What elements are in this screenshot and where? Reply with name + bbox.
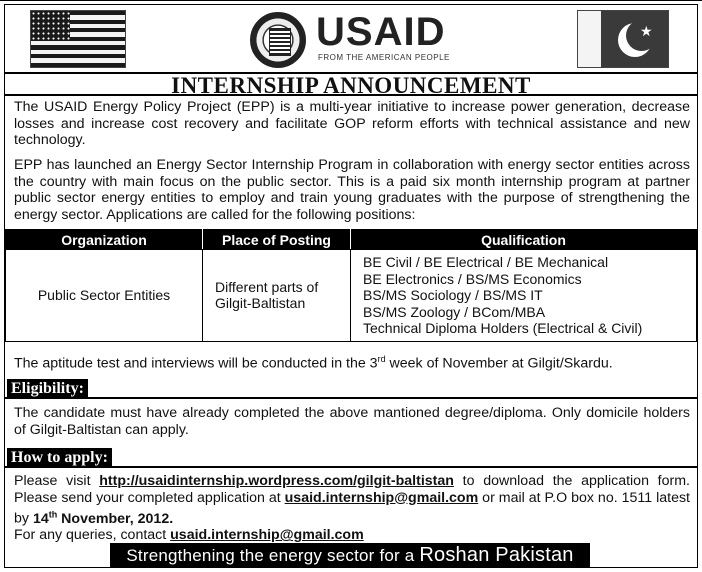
qualification-item: BS/MS Sociology / BS/MS IT [363, 287, 543, 304]
cell-qualification [351, 250, 697, 342]
intro-paragraph-2: EPP has launched an Energy Sector Internship Program in collaboration with energy sector entities across the country with main focus on the public sector. This is a paid six month internship program at partner public sector energy entities to employ and train young graduates with the purpose of strengthening the energy sector. Applications are called for the following positions: [14, 157, 690, 223]
table-header-row [6, 230, 697, 250]
usaid-logo [250, 10, 450, 70]
positions-table [5, 229, 697, 342]
qualification-item: BS/MS Zoology / BCom/MBA [363, 303, 546, 320]
header-organization: Organization [6, 230, 203, 250]
page-title: INTERNSHIP ANNOUNCEMENT [171, 73, 531, 98]
usaid-wordmark: USAID [316, 10, 446, 54]
contact-email-link[interactable]: usaid.internship@gmail.com [170, 527, 364, 544]
qualification-item: Technical Diploma Holders (Electrical & Civil) [363, 320, 643, 337]
title-bar [5, 72, 697, 96]
cell-organization: Public Sector Entities [6, 250, 203, 342]
deadline: 14th November, 2012. [32, 509, 174, 527]
usaid-seal-icon [250, 12, 306, 68]
pakistan-flag-icon: ★ [577, 10, 669, 68]
application-email-link[interactable]: usaid.internship@gmail.com [284, 489, 479, 506]
header-place-of-posting: Place of Posting [203, 230, 351, 250]
qualification-item: BE Electronics / BS/MS Economics [363, 270, 582, 287]
usaid-tagline: FROM THE AMERICAN PEOPLE [318, 53, 450, 62]
eligibility-heading: Eligibility: [7, 379, 88, 398]
how-to-apply-text: Please visit http://usaidinternship.wordpress.com/gilgit-baltistan to download the application form. Please send your completed application at usaid.internship@gmail.com or mail at P.O box no. 1511 latest by 14th November, 2012. For any queries, contact usaid.internship@gmail.com [14, 473, 690, 544]
top-rule [0, 0, 702, 3]
eligibility-text: The candidate must have already completed the above mantioned degree/diploma. Only domicile holders of Gilgit-Baltistan can apply. [14, 405, 690, 438]
application-url-link[interactable]: http://usaidinternship.wordpress.com/gilgit-baltistan [99, 473, 454, 489]
table-row [6, 250, 697, 342]
section-divider [5, 397, 697, 399]
qualification-item: BE Civil / BE Electrical / BE Mechanical [363, 254, 609, 270]
section-divider [5, 466, 697, 468]
us-flag-icon [30, 10, 126, 68]
footer-slogan: Strengthening the energy sector for a Roshan Pakistan [110, 543, 590, 567]
intro-paragraph-1: The USAID Energy Policy Project (EPP) is a multi-year initiative to increase power generation, decrease losses and increase cost recovery and facilitate GOP reform efforts with technical assistance and new technology. [14, 99, 690, 148]
how-to-apply-heading: How to apply: [7, 448, 112, 467]
cell-place: Different parts of Gilgit-Baltistan [203, 250, 351, 342]
header-qualification: Qualification [351, 230, 697, 250]
aptitude-notice: The aptitude test and interviews will be conducted in the 3rd week of November at Gilgit/Skardu. [14, 354, 613, 372]
